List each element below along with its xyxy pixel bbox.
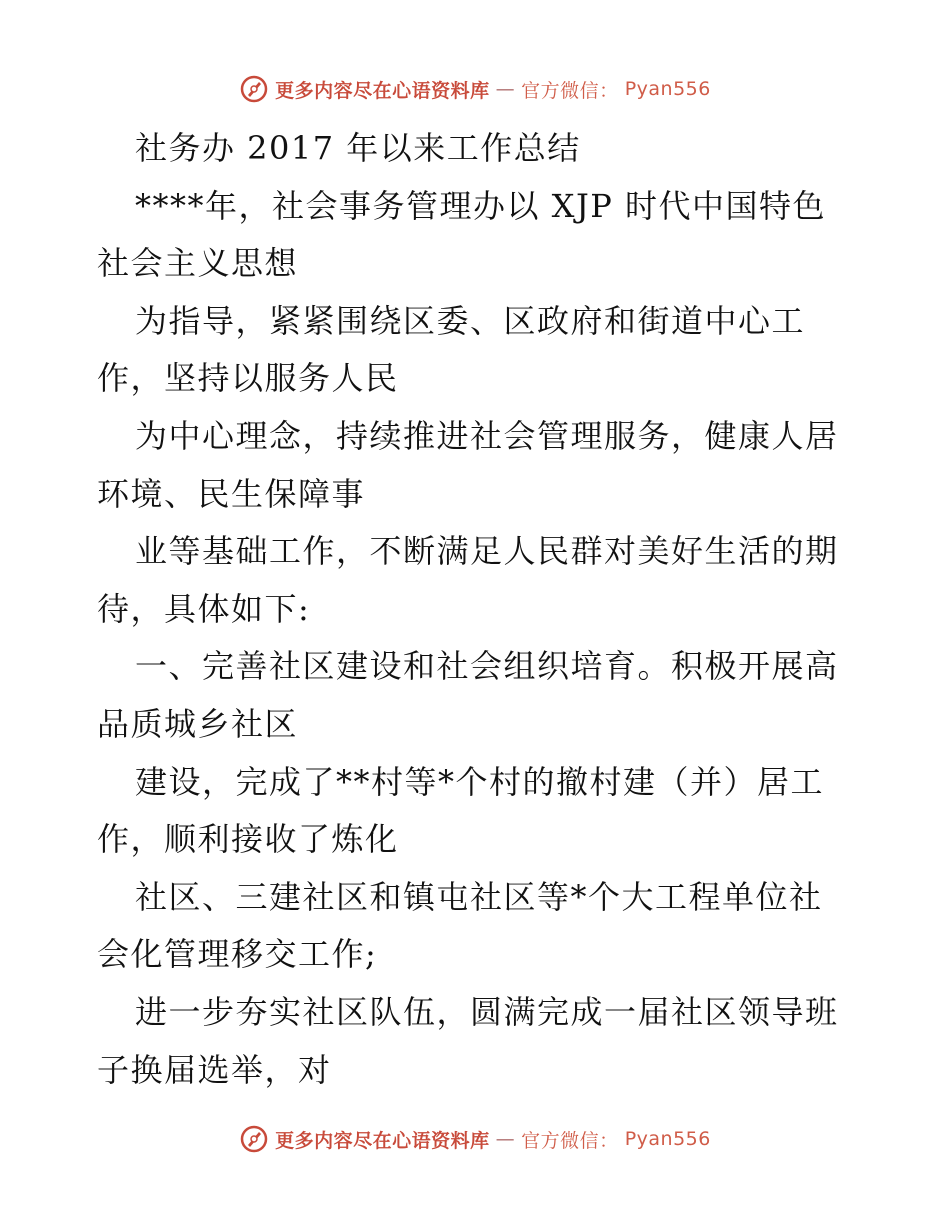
paragraph-line: 环境、民生保障事 bbox=[97, 474, 366, 513]
paragraph-line: 社区、三建社区和镇屯社区等*个大工程单位社 bbox=[135, 877, 823, 916]
paragraph-line: 为中心理念，持续推进社会管理服务，健康人居 bbox=[135, 416, 839, 455]
paragraph-line: 待，具体如下: bbox=[97, 589, 311, 628]
watermark-wechat-id: Pyan556 bbox=[624, 1128, 711, 1150]
paragraph-line: 品质城乡社区 bbox=[97, 704, 299, 743]
section-heading-line: 一、完善社区建设和社会组织培育。积极开展高 bbox=[135, 647, 839, 686]
watermark-text: 更多内容尽在心语资料库 bbox=[275, 1129, 490, 1152]
paragraph-line: 作，坚持以服务人民 bbox=[97, 359, 399, 398]
watermark-wechat-label: 官方微信： bbox=[521, 79, 619, 102]
quill-seal-icon bbox=[239, 74, 269, 104]
paragraph-line: 建设，完成了**村等*个村的撤村建（并）居工 bbox=[135, 762, 825, 801]
watermark-dash: — bbox=[495, 1128, 516, 1150]
document-title: 社务办 2017 年以来工作总结 bbox=[135, 129, 581, 167]
paragraph-line: 会化管理移交工作; bbox=[97, 935, 378, 974]
watermark-wechat-id: Pyan556 bbox=[624, 78, 711, 100]
footer-watermark bbox=[0, 1124, 950, 1154]
watermark-wechat-label: 官方微信： bbox=[521, 1129, 619, 1152]
paragraph-line: 业等基础工作，不断满足人民群对美好生活的期 bbox=[135, 532, 839, 571]
document-body bbox=[97, 120, 857, 1099]
watermark-text: 更多内容尽在心语资料库 bbox=[275, 79, 490, 102]
quill-seal-icon bbox=[239, 1124, 269, 1154]
paragraph-line: 子换届选举，对 bbox=[97, 1050, 332, 1089]
paragraph-line: 为指导，紧紧围绕区委、区政府和街道中心工 bbox=[135, 301, 806, 340]
header-watermark bbox=[0, 74, 950, 104]
paragraph-line: 社会主义思想 bbox=[97, 244, 299, 283]
paragraph-line: 进一步夯实社区队伍，圆满完成一届社区领导班 bbox=[135, 992, 839, 1031]
paragraph-line: 作，顺利接收了炼化 bbox=[97, 820, 399, 859]
watermark-dash: — bbox=[495, 78, 516, 100]
paragraph-line: ****年，社会事务管理办以 XJP 时代中国特色 bbox=[135, 186, 826, 225]
